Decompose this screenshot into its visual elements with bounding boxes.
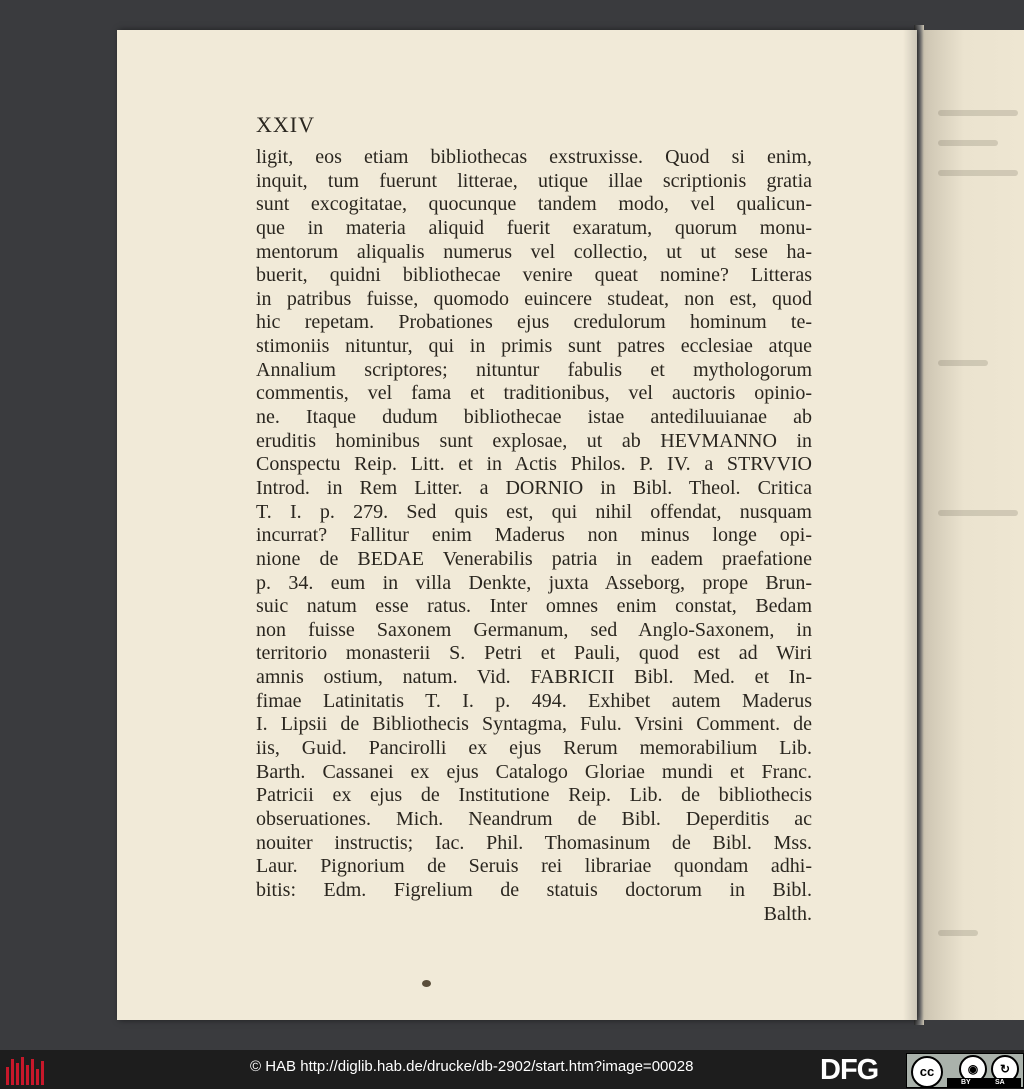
text-line: obseruationes. Mich. Neandrum de Bibl. Deperditis ac [256, 807, 812, 830]
license-bar [947, 1078, 1021, 1087]
text-line: non fuisse Saxonem Germanum, sed Anglo-Saxonem, in [256, 618, 812, 641]
text-line: que in materia aliquid fuerit exaratum, quorum monu- [256, 216, 812, 239]
text-line: Conspectu Reip. Litt. et in Actis Philos. P. IV. a STRVVIO [256, 453, 812, 476]
text-line: territorio monasterii S. Petri et Pauli, quod est ad Wiri [256, 642, 812, 665]
catchword: Balth. [763, 902, 812, 925]
text-line: sunt excogitatae, quocunque tandem modo, vel qualicun- [256, 193, 812, 216]
text-line: Annalium scriptores; nituntur fabulis et mythologorum [256, 358, 812, 381]
text-line: ligit, eos etiam bibliothecas exstruxisse. Quod si enim, [256, 146, 812, 168]
text-line: T. I. p. 279. Sed quis est, qui nihil offendat, nusquam [256, 500, 812, 523]
text-line: Barth. Cassanei ex ejus Catalogo Gloriae mundi et Franc. [256, 760, 812, 783]
text-line: amnis ostium, natum. Vid. FABRICII Bibl. Med. et In- [256, 666, 812, 689]
text-line: nione de BEDAE Venerabilis patria in eadem praefatione [256, 547, 812, 570]
license-sa-label: SA [995, 1079, 1005, 1086]
body-text [256, 146, 812, 926]
text-line: in patribus fuisse, quomodo euincere studeat, non est, quod [256, 287, 812, 310]
text-line: ne. Itaque dudum bibliothecae istae antediluuianae ab [256, 406, 812, 429]
text-line: stimoniis nituntur, qui in primis sunt patres ecclesiae atque [256, 335, 812, 358]
text-line: bitis: Edm. Figrelium de statuis doctorum in Bibl. [256, 878, 812, 901]
hab-logo-icon [6, 1055, 46, 1085]
text-line: fimae Latinitatis T. I. p. 494. Exhibet autem Maderus [256, 689, 812, 712]
text-line: Introd. in Rem Litter. a DORNIO in Bibl. Theol. Critica [256, 476, 812, 499]
text-line: hic repetam. Probationes ejus credulorum hominum te- [256, 311, 812, 334]
text-line: buerit, quidni bibliothecae venire queat nomine? Litteras [256, 264, 812, 287]
text-line: I. Lipsii de Bibliothecis Syntagma, Fulu. Vrsini Comment. de [256, 713, 812, 736]
share-alike-icon: ↻ [991, 1055, 1019, 1083]
footer-bar [0, 1050, 1024, 1089]
text-line: nouiter instructis; Iac. Phil. Thomasinum de Bibl. Mss. [256, 831, 812, 854]
copyright-link[interactable]: © HAB http://diglib.hab.de/drucke/db-2902/start.htm?image=00028 [250, 1058, 694, 1075]
dfg-logo: DFG [820, 1054, 879, 1086]
ornament-mark [422, 980, 431, 987]
text-line: Laur. Pignorium de Seruis rei librariae quondam adhi- [256, 855, 812, 878]
text-line: mentorum aliqualis numerus vel collectio, ut ut sese ha- [256, 240, 812, 263]
text-line: inquit, tum fuerunt litterae, utique illae scriptionis gratia [256, 169, 812, 192]
cc-icon: cc [911, 1056, 943, 1088]
text-line: incurrat? Fallitur enim Maderus non minus longe opi- [256, 524, 812, 547]
facing-page [924, 30, 1024, 1020]
attribution-icon: ◉ [959, 1055, 987, 1083]
text-line: suic natum esse ratus. Inter omnes enim constat, Bedam [256, 595, 812, 618]
text-line: p. 34. eum in villa Denkte, juxta Asseborg, prope Brun- [256, 571, 812, 594]
license-by-label: BY [961, 1079, 971, 1086]
text-line: Patricii ex ejus de Institutione Reip. Lib. de bibliothecis [256, 784, 812, 807]
text-line: eruditis hominibus sunt explosae, ut ab HEVMANNO in [256, 429, 812, 452]
page-number: XXIV [256, 112, 315, 137]
cc-license-badge[interactable] [906, 1053, 1024, 1088]
text-line: iis, Guid. Pancirolli ex ejus Rerum memorabilium Lib. [256, 737, 812, 760]
text-line: commentis, vel fama et traditionibus, vel auctoris opinio- [256, 382, 812, 405]
